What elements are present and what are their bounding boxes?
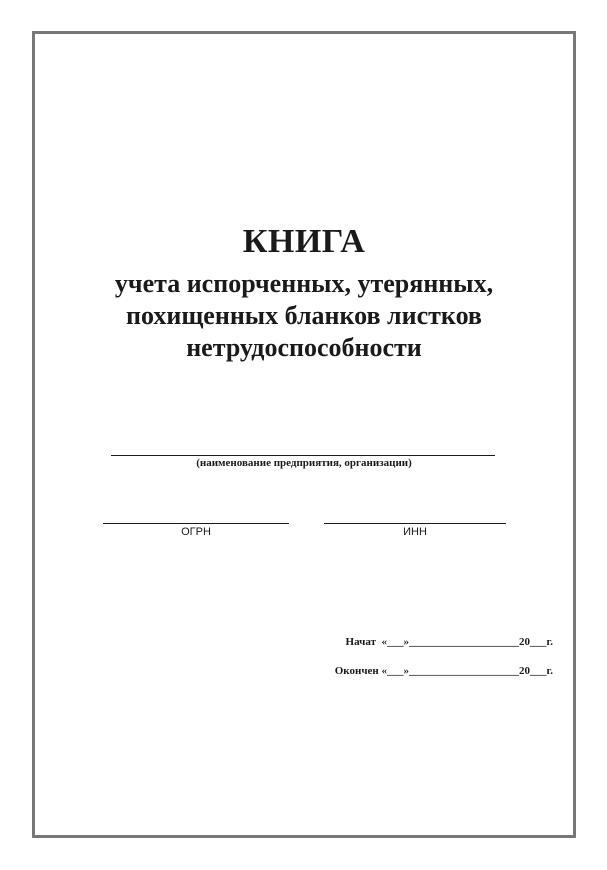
inn-line [324, 522, 506, 524]
dates-block [335, 635, 553, 678]
organization-name-line [111, 454, 495, 456]
finished-date: Окончен «___»____________________20___г. [334, 665, 553, 677]
title-block [35, 222, 573, 364]
subtitle-line-2: похищенных бланков листков [126, 301, 482, 330]
book-title: КНИГА [242, 223, 366, 260]
started-date: Начат «___»____________________20___г. [345, 636, 553, 648]
book-cover [32, 31, 576, 838]
book-subtitle [35, 268, 573, 364]
subtitle-line-1: учета испорченных, утерянных, [114, 269, 494, 298]
organization-caption: (наименование предприятия, организации) [196, 457, 412, 469]
ogrn-line [103, 522, 289, 524]
inn-caption: ИНН [403, 526, 427, 538]
subtitle-line-3: нетрудоспособности [186, 333, 422, 362]
ogrn-caption: ОГРН [181, 526, 211, 538]
